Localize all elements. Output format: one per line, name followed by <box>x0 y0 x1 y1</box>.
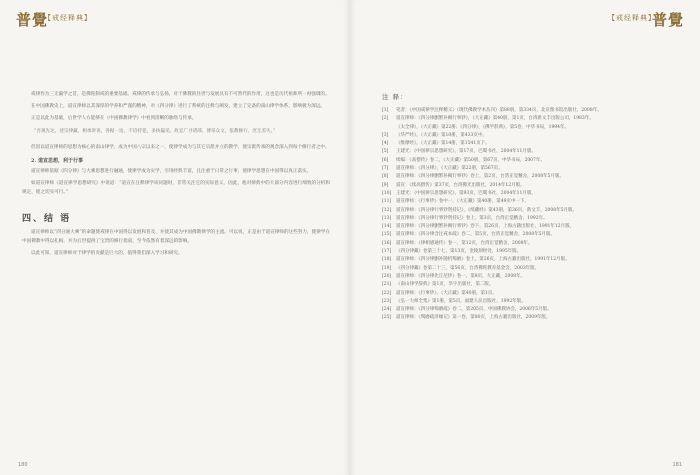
note-text: 道宣律师：《四分律行事钞资持记》卷上，第3页，台湾正觉精舍，1992年。 <box>396 215 548 221</box>
note-text: 道宣律师：《律相感通传》卷一，第12页，台湾正觉精舍，2008年。 <box>396 240 533 246</box>
paragraph: 戒律作为三无漏学之首，是佛陀制戒的重要基础。戒律的传承与弘扬，对于佛教的住世与发展具有不可替代的作用，这也是历代祖师所一再强调的。 <box>31 92 330 97</box>
page-number: 181 <box>672 462 682 468</box>
paragraph: 但因以道宣律师的思想为核心的南山律学，成为中国八宗以来之一，使律学成为与其它宗派并立的教学，使宗派传承的观念深入到每个修行者之中。 <box>31 144 330 150</box>
note-text: 道宣律师：《四分律含注戒本疏》卷二，第5页，台湾正觉精舍，2008年5月版。 <box>396 232 555 238</box>
note-number: [17] <box>382 249 392 255</box>
note-item <box>382 207 676 215</box>
note-item <box>382 115 676 123</box>
paragraph: 在中国佛教史上，道宣律师以其深厚的学养和严谨的精神，对《四分律》进行了系统的注释与阐发，建立了完备的南山律学体系，影响极为深远。 <box>31 104 326 109</box>
note-text: 《南山律学辞典》第1页，华宇出版社，第二版。 <box>396 282 494 288</box>
note-number: [5] <box>382 149 389 155</box>
note-number: [2] <box>382 116 389 122</box>
note-number: [10] <box>382 190 392 196</box>
note-text: 《四分律藏》卷第三十七，第13页，金陵刻经处，1995年版。 <box>396 249 522 255</box>
note-item <box>382 240 676 248</box>
note-number: [22] <box>382 290 392 296</box>
note-text: 道宣律师：《四分律比丘尼钞》卷一，第8页，大正藏，2008年。 <box>396 273 526 279</box>
note-text: 道宣律师：《行事钞》，《大正藏》第40册，第1页。 <box>396 290 497 296</box>
notes-section <box>382 92 676 323</box>
right-page <box>350 0 700 475</box>
note-item <box>382 223 676 231</box>
note-number: [18] <box>382 257 392 263</box>
note-text: 道宣律师：《羯磨疏济缘记》第一卷，第80页，上海古籍出版社，2009年版。 <box>396 315 551 321</box>
note-text: 《维摩经》，《大正藏》第14册，第1541页下。 <box>396 141 490 147</box>
note-number: [24] <box>382 307 392 313</box>
note-item <box>382 273 676 281</box>
note-item <box>382 140 676 148</box>
note-number: [11] <box>382 199 392 205</box>
note-number: [3] <box>382 132 389 138</box>
note-number: [23] <box>382 298 392 304</box>
note-number: [1] <box>382 108 389 113</box>
note-item <box>382 132 676 140</box>
note-item <box>382 148 676 156</box>
note-text: 《太全律》，《大正藏》第22册；《四分律》，《佛学辞典》，第5卷，中华书局，1994年。 <box>396 124 570 130</box>
note-number: [25] <box>382 315 392 321</box>
note-item <box>382 290 676 298</box>
note-item <box>382 182 676 190</box>
note-number: [6] <box>382 157 389 163</box>
paragraph: 如道宣律师《道宣律学思想研究》中说道：“道宣在注释律学该问题时，非常关注它的实际意义，因此，他对律典中的大部分内容进行细致的分析和规定，使之切实可行。” <box>22 180 330 195</box>
note-text: 道宣律师：《行事钞》卷中一，《大正藏》第40册，第49页中一下。 <box>396 199 529 205</box>
section-title: 四、结 语 <box>22 213 72 224</box>
note-number: [16] <box>382 240 392 246</box>
block-quote: “吾观先达，述宗律藏，相承讲说，各据一边，不谙持犯，多执偏见。故宜广寻诸部，博采众文，依教修行，庶无差失。” <box>34 129 276 134</box>
note-text: 道宣：《续高僧传》第37页，台湾佛光出版社，2014年12月版。 <box>396 182 525 188</box>
note-number <box>382 124 396 132</box>
note-item <box>382 248 676 256</box>
note-text: 续编：《高僧传》卷二，《大正藏》第50册，第67页，中华书局，2007年。 <box>396 157 545 163</box>
note-item <box>382 107 676 115</box>
note-number: [14] <box>382 224 392 230</box>
note-item <box>382 215 676 223</box>
notes-list <box>382 107 676 323</box>
notes-title: 注 释： <box>382 93 408 101</box>
subheading: 2. 道宣思想，利于行事 <box>31 157 83 164</box>
note-item <box>382 314 676 322</box>
header-logo: 普覺 <box>16 11 49 29</box>
note-item <box>382 256 676 264</box>
note-item <box>382 231 676 239</box>
note-item <box>382 173 676 181</box>
note-text: 《四分律藏》卷第二十三，第56页，台湾佛陀教育基金会，2003年版。 <box>396 265 540 271</box>
note-text: 《华严经》，《大正藏》第10册，第433页中。 <box>396 132 487 138</box>
note-number: [8] <box>382 174 389 180</box>
note-number: [4] <box>382 141 389 147</box>
header-section-tag: 【戒经释典】 <box>608 14 656 22</box>
note-number: [21] <box>382 282 392 288</box>
note-text: 道宣律师：《四分律删繁补阙行事钞》，《大正藏》第40册，第1页，台湾新文丰出版公司，1983年。 <box>396 116 594 122</box>
paragraph: 道宣律师以“四分通大乘”的命题使戒律在中国得以发展和普及，并使其成为中国佛教律学的主流。可以说，正是由于道宣律师的这些努力，使律学在中国佛教中得以扎根，并为后世提供了宝贵的修行指南，至今依然有着深远的影响。 <box>22 229 330 244</box>
note-number: [7] <box>382 166 389 172</box>
note-text: 道宣律师：《四分律羯磨疏》卷二，第205页，中国佛教协会，2006年5月版。 <box>396 307 552 313</box>
note-item <box>382 165 676 173</box>
note-item <box>382 157 676 165</box>
note-text: 道宣律师：《四分律》，《大正藏》第22册，第567页。 <box>396 166 503 172</box>
note-number: [9] <box>382 182 389 188</box>
note-number: [12] <box>382 207 392 213</box>
note-text: 《弘一大师全集》第1册，第5页，福建人民出版社，1992年版。 <box>396 298 526 304</box>
note-item <box>382 281 676 289</box>
header-logo: 普覺 <box>651 11 684 29</box>
note-item <box>382 306 676 314</box>
note-item <box>382 265 676 273</box>
note-number: [15] <box>382 232 392 238</box>
header-section-tag: 【戒经释典】 <box>44 14 92 22</box>
note-text: 王建光：《中国律宗思想研究》，第17页，巴蜀书社，2004年11月版。 <box>396 149 536 155</box>
note-text: 道宣律师：《四分律删繁补阙行事钞》卷上，第2页，台湾正觉精舍，2008年5月版。 <box>396 174 564 180</box>
note-item <box>382 198 676 206</box>
note-item <box>382 124 676 132</box>
left-body <box>22 90 330 261</box>
paragraph: 道宣律师依据《四分律》与大乘思想进行融通，使律学成为实学，引用经典丰富，且注重于日常之行事，使律学思想在中国得以真正落实。 <box>31 168 312 174</box>
page-number: 180 <box>18 462 28 468</box>
note-item <box>382 298 676 306</box>
note-number: [20] <box>382 273 392 279</box>
note-number: [19] <box>382 265 392 271</box>
note-number: [13] <box>382 215 392 221</box>
note-text: 道宣律师：《四分律行事钞资持记》，《续藏经》第43册，第36页，新文丰，2008年5月版。 <box>396 207 578 213</box>
paragraph: 以此可知，道宣律师对于律学的贡献是巨大的，值得我们深入学习和研究。 <box>31 250 183 256</box>
note-item <box>382 190 676 198</box>
note-text: 道宣律师：《四分律删补随机羯磨》卷上，第26页，上海古籍出版社，1991年12月版。 <box>396 257 570 263</box>
note-text: 笔者：《中国戒律学注释精义》（现代佛教学术丛刊）第88册，第334页，北京图书馆出版社，2008年。 <box>396 108 602 113</box>
note-text: 道宣律师：《四分律删繁补阙行事钞》卷下，第26页，上海古籍出版社，1991年12月版。 <box>396 224 575 230</box>
note-text: 王建光：《中国律宗思想研究》，第93页，巴蜀书社，2004年11月版。 <box>396 190 536 196</box>
paragraph: 正是以此为基础，后世学人方能够在《中国佛教律学》中看到清晰的脉络与传承。 <box>31 116 197 121</box>
